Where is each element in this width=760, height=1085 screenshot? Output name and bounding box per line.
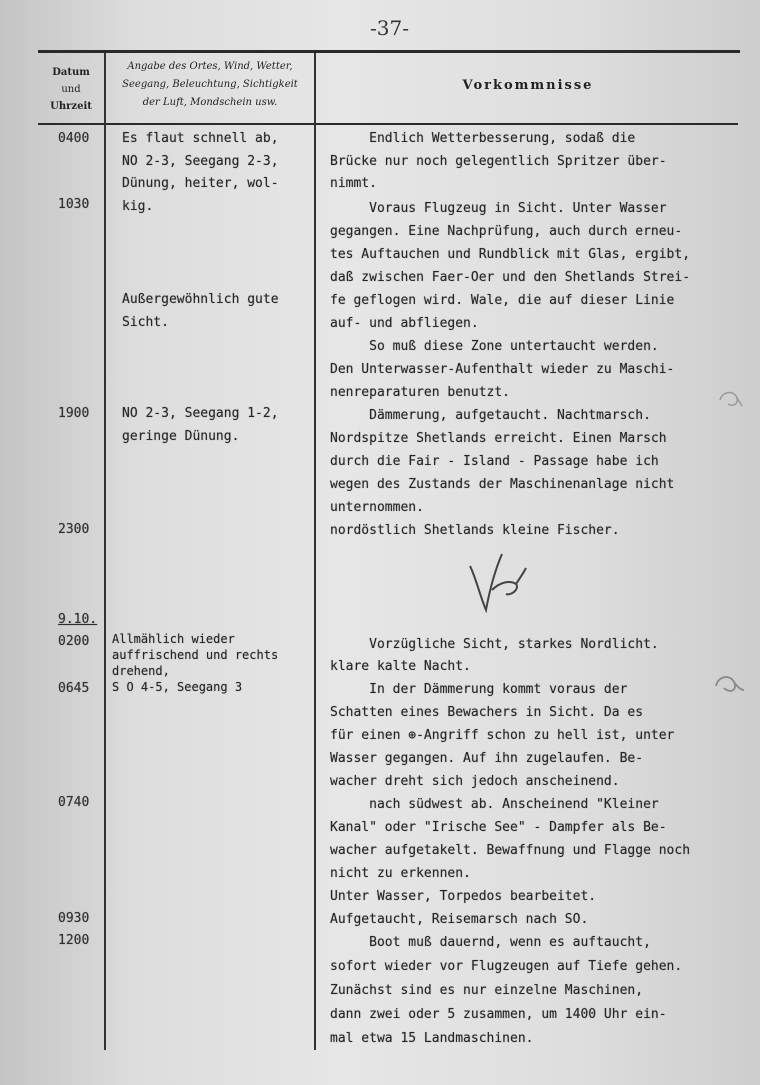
header-date-column <box>40 64 102 115</box>
event-line: Nordspitze Shetlands erreicht. Einen Marsch <box>330 431 667 446</box>
event-line: Den Unterwasser-Aufenthalt wieder zu Maschi- <box>330 362 675 377</box>
header-place-line2: Seegang, Beleuchtung, Sichtigkeit <box>122 79 298 90</box>
time-entry: 0400 <box>58 131 90 146</box>
event-line: durch die Fair - Island - Passage habe ich <box>330 454 659 469</box>
event-line: Endlich Wetterbesserung, sodaß die <box>330 131 636 146</box>
weather-line: drehend, <box>112 664 170 678</box>
column-divider-place <box>314 53 316 1050</box>
weather-line: auffrischend und rechts <box>112 648 279 662</box>
event-line: wegen des Zustands der Maschinenanlage nicht <box>330 477 675 492</box>
header-rule <box>38 123 738 125</box>
event-line: Brücke nur noch gelegentlich Spritzer über- <box>330 154 667 169</box>
event-line: Kanal" oder "Irische See" - Dampfer als Be- <box>330 820 667 835</box>
event-line: Aufgetaucht, Reisemarsch nach SO. <box>330 912 589 927</box>
pencil-check-mark <box>712 672 746 696</box>
weather-line: NO 2-3, Seegang 2-3, <box>122 154 279 169</box>
column-divider-date <box>104 53 106 1050</box>
event-line: nordöstlich Shetlands kleine Fischer. <box>330 523 620 538</box>
event-line: Schatten eines Bewachers in Sicht. Da es <box>330 705 644 720</box>
page-number: -37- <box>370 16 409 40</box>
weather-line: Es flaut schnell ab, <box>122 131 279 146</box>
weather-line: kig. <box>122 199 154 214</box>
event-line: klare kalte Nacht. <box>330 659 471 674</box>
time-entry: 0200 <box>58 634 90 649</box>
weather-line: geringe Dünung. <box>122 429 240 444</box>
event-line: daß zwischen Faer-Oer und den Shetlands Strei- <box>330 270 691 285</box>
weather-line: Sicht. <box>122 315 169 330</box>
event-line: wacher aufgetakelt. Bewaffnung und Flagge noch <box>330 843 691 858</box>
event-line: Voraus Flugzeug in Sicht. Unter Wasser <box>330 201 667 216</box>
weather-line: NO 2-3, Seegang 1-2, <box>122 406 279 421</box>
top-rule <box>38 50 740 53</box>
event-line: auf- und abfliegen. <box>330 316 479 331</box>
event-line: nach südwest ab. Anscheinend "Kleiner <box>330 797 659 812</box>
time-entry: 2300 <box>58 522 90 537</box>
time-entry: 1900 <box>58 406 90 421</box>
header-date-line1: Datum <box>52 67 90 78</box>
event-line: unternommen. <box>330 500 424 515</box>
event-line: fe geflogen wird. Wale, die auf dieser Linie <box>330 293 675 308</box>
time-entry: 1030 <box>58 197 90 212</box>
time-entry: 0740 <box>58 795 90 810</box>
time-entry: 0645 <box>58 681 90 696</box>
header-place-line3: der Luft, Mondschein usw. <box>142 97 278 108</box>
event-line: Vorzügliche Sicht, starkes Nordlicht. <box>330 637 659 652</box>
event-line: Zunächst sind es nur einzelne Maschinen, <box>330 983 644 998</box>
weather-line: S O 4-5, Seegang 3 <box>112 680 243 694</box>
time-entry: 0930 <box>58 911 90 926</box>
event-line: So muß diese Zone untertaucht werden. <box>330 339 659 354</box>
event-line: wacher dreht sich jedoch anscheinend. <box>330 774 620 789</box>
pencil-check-mark <box>716 388 744 410</box>
event-line: mal etwa 15 Landmaschinen. <box>330 1031 534 1046</box>
event-line: Dämmerung, aufgetaucht. Nachtmarsch. <box>330 408 651 423</box>
header-events-column: Vorkommnisse <box>462 78 594 93</box>
event-line: sofort wieder vor Flugzeugen auf Tiefe gehen. <box>330 959 683 974</box>
header-date-line2: und <box>61 84 81 95</box>
time-entry: 1200 <box>58 933 90 948</box>
weather-line: Außergewöhnlich gute <box>122 292 279 307</box>
handwritten-signature <box>462 538 532 618</box>
event-line: dann zwei oder 5 zusammen, um 1400 Uhr ein- <box>330 1007 667 1022</box>
event-line: In der Dämmerung kommt voraus der <box>330 682 628 697</box>
event-line: nimmt. <box>330 176 377 191</box>
event-line: tes Auftauchen und Rundblick mit Glas, ergibt, <box>330 247 691 262</box>
weather-line: Allmählich wieder <box>112 632 235 646</box>
header-place-line1: Angabe des Ortes, Wind, Wetter, <box>127 61 293 72</box>
event-line: nicht zu erkennen. <box>330 866 471 881</box>
event-line: Boot muß dauernd, wenn es auftaucht, <box>330 935 651 950</box>
event-line: gegangen. Eine Nachprüfung, auch durch erneu- <box>330 224 683 239</box>
weather-line: Dünung, heiter, wol- <box>122 176 279 191</box>
event-line: nenreparaturen benutzt. <box>330 385 511 400</box>
event-line: für einen ⊕-Angriff schon zu hell ist, unter <box>330 728 675 743</box>
event-line: Unter Wasser, Torpedos bearbeitet. <box>330 889 597 904</box>
header-place-column <box>110 58 310 112</box>
date-marker: 9.10. <box>58 612 98 627</box>
header-date-line3: Uhrzeit <box>50 101 92 112</box>
event-line: Wasser gegangen. Auf ihn zugelaufen. Be- <box>330 751 644 766</box>
